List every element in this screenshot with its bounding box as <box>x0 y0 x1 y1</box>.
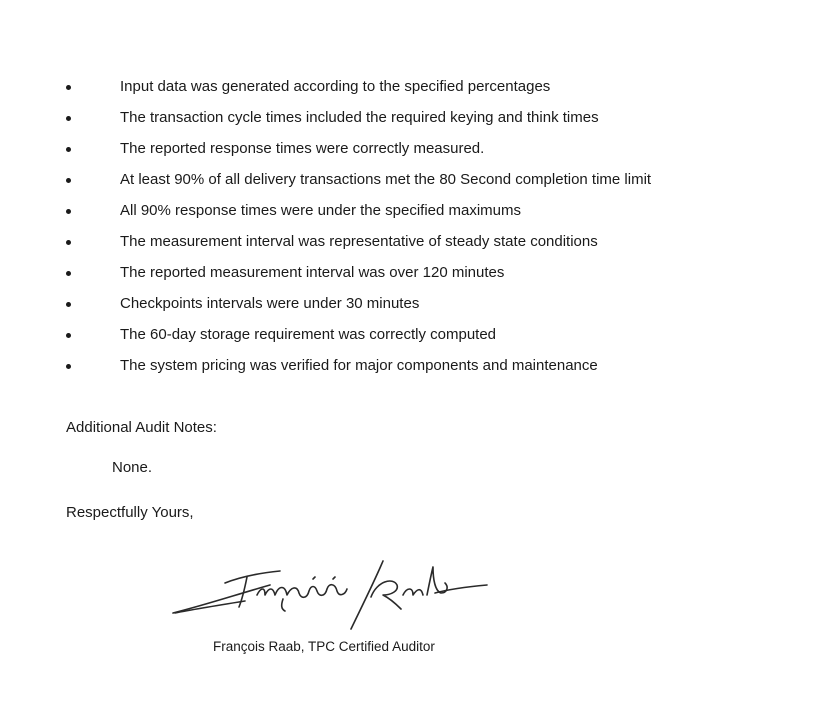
bullet-icon <box>66 240 71 245</box>
checklist-item <box>0 324 829 355</box>
additional-notes-heading: Additional Audit Notes: <box>66 419 217 436</box>
checklist-item-text: The reported measurement interval was over 120 minutes <box>120 264 505 281</box>
checklist-item <box>0 107 829 138</box>
bullet-icon <box>66 271 71 276</box>
bullet-icon <box>66 364 71 369</box>
checklist-item <box>0 200 829 231</box>
closing-salutation: Respectfully Yours, <box>66 504 194 521</box>
checklist-item-text: The transaction cycle times included the required keying and think times <box>120 109 599 126</box>
bullet-icon <box>66 302 71 307</box>
bullet-icon <box>66 147 71 152</box>
bullet-icon <box>66 85 71 90</box>
checklist-item-text: The 60-day storage requirement was correctly computed <box>120 326 497 343</box>
checklist-item <box>0 262 829 293</box>
checklist-item-text: Checkpoints intervals were under 30 minutes <box>120 295 420 312</box>
signer-name-title: François Raab, TPC Certified Auditor <box>213 639 435 654</box>
handwritten-signature <box>165 555 495 635</box>
checklist-item <box>0 76 829 107</box>
checklist-item <box>0 231 829 262</box>
checklist-item <box>0 293 829 324</box>
checklist-item <box>0 138 829 169</box>
additional-notes-body: None. <box>112 459 153 476</box>
checklist-item-text: The measurement interval was representative of steady state conditions <box>120 233 598 250</box>
bullet-icon <box>66 178 71 183</box>
checklist-item-text: All 90% response times were under the specified maximums <box>120 202 522 219</box>
checklist-item-text: The system pricing was verified for major components and maintenance <box>120 357 598 374</box>
bullet-icon <box>66 116 71 121</box>
checklist-item-text: The reported response times were correctly measured. <box>120 140 485 157</box>
checklist-item <box>0 169 829 200</box>
checklist-item-text: Input data was generated according to the specified percentages <box>120 78 551 95</box>
audit-checklist <box>0 76 829 386</box>
bullet-icon <box>66 333 71 338</box>
checklist-item-text: At least 90% of all delivery transactions met the 80 Second completion time limit <box>120 171 652 188</box>
checklist-item <box>0 355 829 386</box>
bullet-icon <box>66 209 71 214</box>
